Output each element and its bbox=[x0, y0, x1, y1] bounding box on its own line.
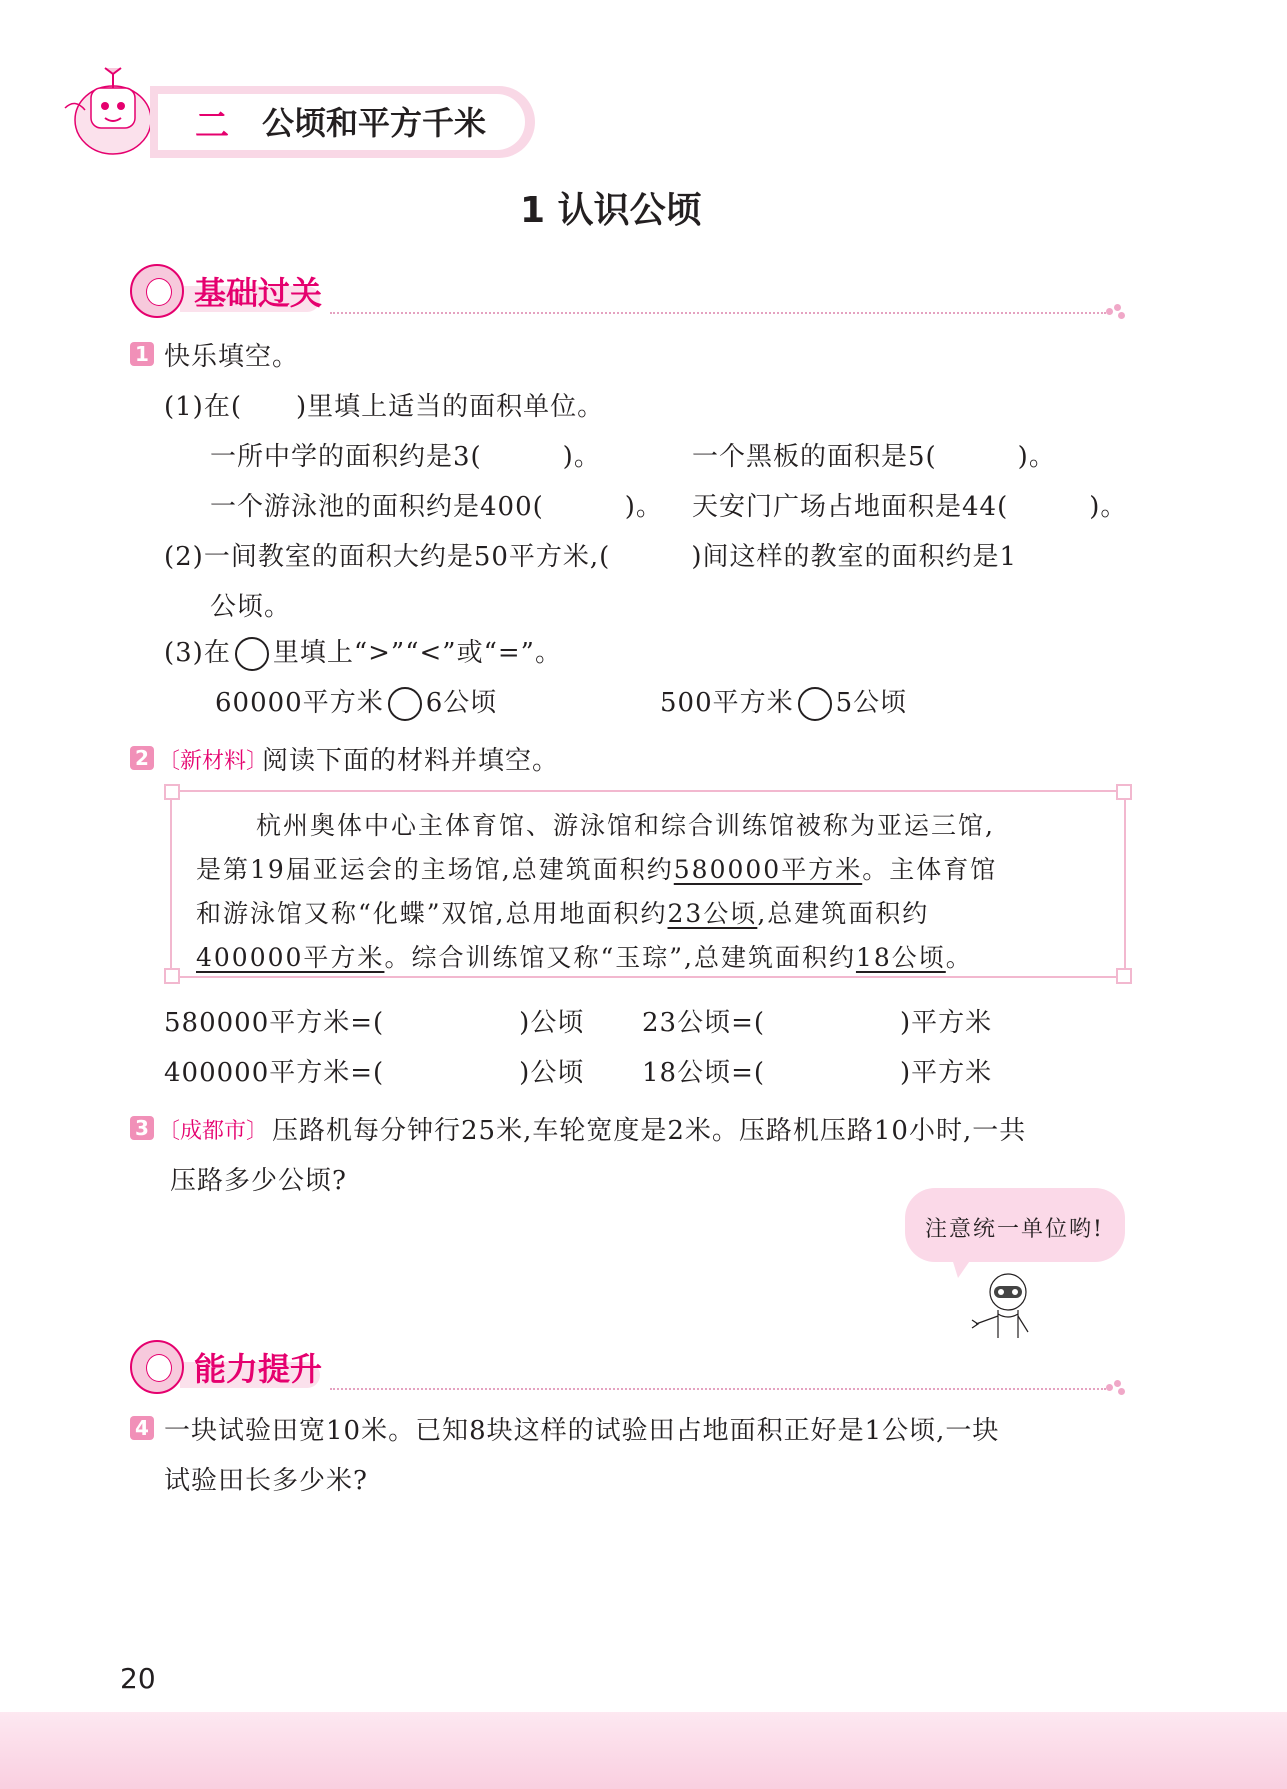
compare-circle-2[interactable] bbox=[798, 687, 832, 721]
section-title: 1 认识公顷 bbox=[520, 190, 702, 231]
passage-line-1: 杭州奥体中心主体育馆、游泳馆和综合训练馆被称为亚运三馆, bbox=[256, 811, 995, 840]
q1-title: 快乐填空。 bbox=[164, 342, 300, 372]
dots-icon bbox=[1106, 1380, 1128, 1396]
q3-tag: 〔成都市〕 bbox=[158, 1119, 269, 1144]
reading-passage bbox=[170, 790, 1126, 978]
heading-basic bbox=[130, 262, 1128, 322]
underlined-value: 18公顷 bbox=[855, 943, 946, 972]
q2-tag: 〔新材料〕 bbox=[158, 749, 269, 774]
q1-part1-d: 天安门广场占地面积是44( )。 bbox=[692, 492, 1128, 522]
passage-line-3: 和游泳馆又称“化蝶”双馆,总用地面积约23公顷,总建筑面积约 bbox=[196, 899, 930, 928]
q1-part3-post: 里填上“>”“<”或“=”。 bbox=[272, 638, 562, 668]
q1-part2-line2: 公顷。 bbox=[210, 592, 292, 622]
compare-row-2 bbox=[660, 682, 907, 721]
page-number: 20 bbox=[120, 1662, 156, 1695]
compare-1-left: 60000平方米 bbox=[215, 688, 384, 718]
q2-fill-2: 23公顷=( )平方米 bbox=[642, 1008, 993, 1038]
q4-line-2: 试验田长多少米? bbox=[164, 1466, 368, 1496]
compare-row-1 bbox=[215, 682, 497, 721]
q2-fill-4: 18公顷=( )平方米 bbox=[642, 1058, 993, 1088]
q1-part2-line1: (2)一间教室的面积大约是50平方米,( )间这样的教室的面积约是1 bbox=[164, 542, 1018, 572]
underlined-value: 400000平方米 bbox=[196, 943, 385, 972]
q1-part1-intro: (1)在( )里填上适当的面积单位。 bbox=[164, 392, 605, 422]
boy-avatar-icon bbox=[130, 1340, 184, 1394]
footer-band bbox=[0, 1712, 1287, 1789]
q1-part1-a: 一所中学的面积约是3( )。 bbox=[210, 442, 601, 472]
question-number: 4 bbox=[130, 1416, 154, 1440]
heading-advanced-text: 能力提升 bbox=[194, 1350, 323, 1388]
compare-2-right: 5公顷 bbox=[835, 688, 908, 718]
q4-line-1: 一块试验田宽10米。已知8块这样的试验田占地面积正好是1公顷,一块 bbox=[164, 1416, 1000, 1446]
question-number: 3 bbox=[130, 1116, 154, 1140]
compare-circle-1[interactable] bbox=[388, 687, 422, 721]
q2-title: 阅读下面的材料并填空。 bbox=[262, 746, 560, 776]
question-number: 1 bbox=[130, 342, 154, 366]
q3-line-2: 压路多少公顷? bbox=[170, 1166, 347, 1196]
compare-circle-icon bbox=[235, 637, 269, 671]
chapter-number: 二 bbox=[195, 106, 229, 146]
dots-icon bbox=[1106, 304, 1128, 320]
underlined-value: 580000平方米 bbox=[673, 855, 863, 884]
question-number: 2 bbox=[130, 746, 154, 770]
chapter-title: 公顷和平方千米 bbox=[262, 104, 487, 142]
heading-basic-text: 基础过关 bbox=[194, 274, 323, 312]
speech-bubble-text: 注意统一单位哟! bbox=[925, 1217, 1104, 1242]
passage-line-4: 400000平方米。综合训练馆又称“玉琮”,总建筑面积约18公顷。 bbox=[196, 943, 973, 972]
q2-fill-1: 580000平方米=( )公顷 bbox=[164, 1008, 585, 1038]
compare-1-right: 6公顷 bbox=[425, 688, 498, 718]
underlined-value: 23公顷 bbox=[667, 899, 758, 928]
heading-advanced bbox=[130, 1338, 1128, 1398]
girl-avatar-icon bbox=[130, 264, 184, 318]
q3-line-1: 压路机每分钟行25米,车轮宽度是2米。压路机压路10小时,一共 bbox=[272, 1116, 1027, 1146]
robot-mascot-icon bbox=[968, 1268, 1038, 1346]
q1-part1-b: 一个黑板的面积是5( )。 bbox=[692, 442, 1056, 472]
passage-line-2: 是第19届亚运会的主场馆,总建筑面积约580000平方米。主体育馆 bbox=[196, 855, 998, 884]
q1-part3-pre: (3)在 bbox=[164, 638, 231, 668]
q1-part1-c: 一个游泳池的面积约是400( )。 bbox=[210, 492, 663, 522]
q1-part3-intro bbox=[164, 632, 562, 671]
compare-2-left: 500平方米 bbox=[660, 688, 794, 718]
q2-fill-3: 400000平方米=( )公顷 bbox=[164, 1058, 585, 1088]
